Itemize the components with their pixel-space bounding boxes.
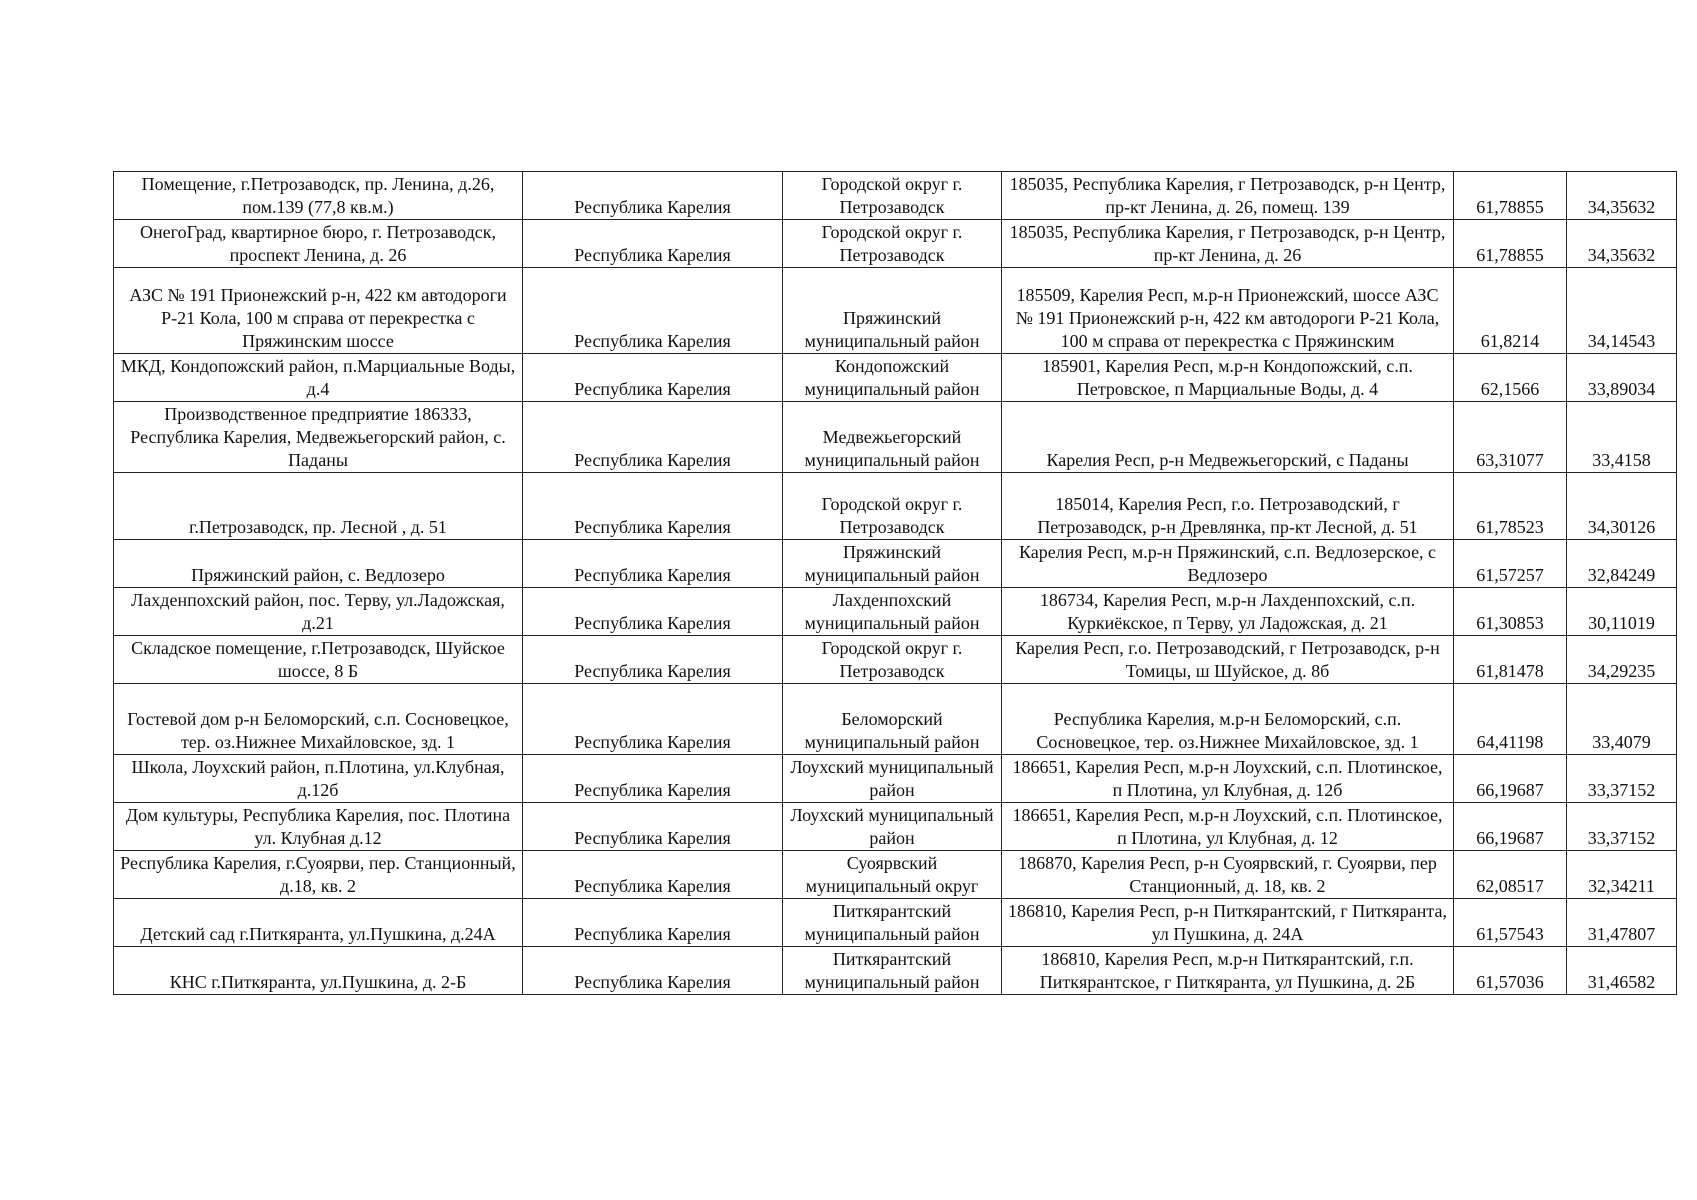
- longitude-cell: [1567, 354, 1677, 402]
- table-row: [114, 172, 1677, 220]
- address-cell-text: 185035, Республика Карелия, г Петрозаводск, р-н Центр, пр-кт Ленина, д. 26, помещ. 139: [1009, 174, 1446, 217]
- longitude-cell: [1567, 899, 1677, 947]
- region-cell-text: Республика Карелия: [574, 613, 731, 633]
- address-cell-text: 185901, Карелия Респ, м.р-н Кондопожский, с.п. Петровское, п Марциальные Воды, д. 4: [1042, 356, 1413, 399]
- longitude-cell-text: 32,34211: [1588, 876, 1655, 896]
- region-cell: [523, 172, 783, 220]
- object-name-cell: [114, 803, 523, 851]
- latitude-cell: [1454, 803, 1567, 851]
- region-cell: [523, 755, 783, 803]
- table-row: [114, 540, 1677, 588]
- address-cell: [1002, 851, 1454, 899]
- object-name-cell-text: МКД, Кондопожский район, п.Марциальные Воды, д.4: [120, 356, 516, 399]
- region-cell-text: Республика Карелия: [574, 972, 731, 992]
- latitude-cell-text: 61,30853: [1476, 613, 1544, 633]
- object-name-cell: [114, 899, 523, 947]
- object-name-cell-text: Складское помещение, г.Петрозаводск, Шуйское шоссе, 8 Б: [131, 638, 505, 681]
- longitude-cell: [1567, 220, 1677, 268]
- address-cell: [1002, 636, 1454, 684]
- municipality-cell: [783, 947, 1002, 995]
- object-name-cell: [114, 684, 523, 755]
- object-name-cell-text: г.Петрозаводск, пр. Лесной , д. 51: [189, 517, 447, 537]
- region-cell: [523, 220, 783, 268]
- latitude-cell: [1454, 268, 1567, 354]
- latitude-cell: [1454, 354, 1567, 402]
- region-cell-text: Республика Карелия: [574, 732, 731, 752]
- municipality-cell: [783, 899, 1002, 947]
- latitude-cell-text: 66,19687: [1476, 780, 1544, 800]
- longitude-cell-text: 33,37152: [1587, 828, 1656, 848]
- longitude-cell: [1567, 268, 1677, 354]
- longitude-cell-text: 34,30126: [1587, 517, 1656, 537]
- municipality-cell-text: Медвежьегорский муниципальный район: [804, 427, 980, 470]
- municipality-cell-text: Суоярвский муниципальный округ: [805, 853, 979, 896]
- object-name-cell-text: КНС г.Питкяранта, ул.Пушкина, д. 2-Б: [169, 972, 467, 992]
- address-cell: [1002, 803, 1454, 851]
- table-row: [114, 755, 1677, 803]
- longitude-cell: [1567, 947, 1677, 995]
- region-cell-text: Республика Карелия: [574, 876, 731, 896]
- address-cell-text: 185014, Карелия Респ, г.о. Петрозаводский, г Петрозаводск, р-н Древлянка, пр-кт Лесной, д. 51: [1037, 494, 1418, 537]
- region-cell: [523, 684, 783, 755]
- table-row: [114, 636, 1677, 684]
- region-cell-text: Республика Карелия: [574, 517, 731, 537]
- object-name-cell-text: ОнегоГрад, квартирное бюро, г. Петрозаводск, проспект Ленина, д. 26: [140, 222, 496, 265]
- latitude-cell-text: 61,8214: [1480, 331, 1540, 351]
- municipality-cell: [783, 354, 1002, 402]
- address-cell-text: 186870, Карелия Респ, р-н Суоярвский, г. Суоярви, пер Станционный, д. 18, кв. 2: [1018, 853, 1437, 896]
- latitude-cell: [1454, 947, 1567, 995]
- region-cell: [523, 803, 783, 851]
- object-name-cell-text: Помещение, г.Петрозаводск, пр. Ленина, д.26, пом.139 (77,8 кв.м.): [141, 174, 495, 217]
- region-cell: [523, 636, 783, 684]
- latitude-cell-text: 66,19687: [1476, 828, 1544, 848]
- address-cell-text: Карелия Респ, р-н Медвежьегорский, с Паданы: [1046, 450, 1409, 470]
- longitude-cell-text: 34,29235: [1587, 661, 1656, 681]
- address-cell: [1002, 354, 1454, 402]
- address-cell: [1002, 172, 1454, 220]
- object-name-cell-text: Гостевой дом р-н Беломорский, с.п. Сосновецкое, тер. оз.Нижнее Михайловское, зд. 1: [127, 709, 509, 752]
- municipality-cell: [783, 172, 1002, 220]
- municipality-cell: [783, 803, 1002, 851]
- latitude-cell: [1454, 220, 1567, 268]
- municipality-cell-text: Пряжинский муниципальный район: [804, 542, 980, 585]
- municipality-cell-text: Лахденпохский муниципальный район: [804, 590, 980, 633]
- address-cell: [1002, 540, 1454, 588]
- region-cell: [523, 402, 783, 473]
- latitude-cell: [1454, 402, 1567, 473]
- longitude-cell-text: 31,46582: [1587, 972, 1656, 992]
- object-name-cell: [114, 402, 523, 473]
- address-cell: [1002, 473, 1454, 540]
- longitude-cell: [1567, 473, 1677, 540]
- longitude-cell: [1567, 851, 1677, 899]
- municipality-cell-text: Лоухский муниципальный район: [790, 757, 994, 800]
- region-cell: [523, 947, 783, 995]
- object-name-cell-text: Дом культуры, Республика Карелия, пос. Плотина ул. Клубная д.12: [125, 805, 511, 848]
- municipality-cell-text: Городской округ г. Петрозаводск: [821, 222, 963, 265]
- latitude-cell-text: 61,81478: [1476, 661, 1544, 681]
- latitude-cell: [1454, 899, 1567, 947]
- object-name-cell: [114, 172, 523, 220]
- latitude-cell-text: 62,08517: [1476, 876, 1544, 896]
- region-cell-text: Республика Карелия: [574, 197, 731, 217]
- address-cell-text: 186810, Карелия Респ, р-н Питкярантский, г Питкяранта, ул Пушкина, д. 24А: [1008, 901, 1447, 944]
- region-cell-text: Республика Карелия: [574, 245, 731, 265]
- latitude-cell-text: 61,78523: [1476, 517, 1544, 537]
- region-cell: [523, 268, 783, 354]
- address-cell-text: 186651, Карелия Респ, м.р-н Лоухский, с.п. Плотинское, п Плотина, ул Клубная, д. 12: [1012, 805, 1443, 848]
- municipality-cell: [783, 684, 1002, 755]
- region-cell-text: Республика Карелия: [574, 450, 731, 470]
- object-name-cell: [114, 755, 523, 803]
- municipality-cell-text: Беломорский муниципальный район: [804, 709, 980, 752]
- region-cell-text: Республика Карелия: [574, 379, 731, 399]
- address-cell-text: 185509, Карелия Респ, м.р-н Прионежский, шоссе АЗС № 191 Прионежский р-н, 422 км автодороги Р-21 Кола, 100 м справа от перекрестка с Пряжинским: [1015, 285, 1440, 351]
- municipality-cell: [783, 268, 1002, 354]
- latitude-cell: [1454, 540, 1567, 588]
- municipality-cell: [783, 540, 1002, 588]
- region-cell: [523, 354, 783, 402]
- region-cell-text: Республика Карелия: [574, 565, 731, 585]
- latitude-cell: [1454, 755, 1567, 803]
- object-name-cell: [114, 851, 523, 899]
- longitude-cell-text: 34,14543: [1587, 331, 1656, 351]
- municipality-cell: [783, 473, 1002, 540]
- latitude-cell-text: 61,78855: [1476, 245, 1544, 265]
- table-row: [114, 354, 1677, 402]
- table-row: [114, 899, 1677, 947]
- object-name-cell: [114, 354, 523, 402]
- longitude-cell: [1567, 684, 1677, 755]
- address-cell-text: 186651, Карелия Респ, м.р-н Лоухский, с.п. Плотинское, п Плотина, ул Клубная, д. 12б: [1012, 757, 1443, 800]
- longitude-cell-text: 33,4158: [1592, 450, 1651, 470]
- latitude-cell-text: 61,57257: [1476, 565, 1544, 585]
- longitude-cell: [1567, 636, 1677, 684]
- table-body: [114, 172, 1677, 995]
- object-name-cell: [114, 473, 523, 540]
- municipality-cell-text: Кондопожский муниципальный район: [804, 356, 980, 399]
- table-row: [114, 588, 1677, 636]
- latitude-cell: [1454, 172, 1567, 220]
- address-cell-text: Карелия Респ, м.р-н Пряжинский, с.п. Ведлозерское, с Ведлозеро: [1018, 542, 1437, 585]
- municipality-cell: [783, 220, 1002, 268]
- address-cell-text: 186810, Карелия Респ, м.р-н Питкярантский, г.п. Питкярантское, г Питкяранта, ул Пушкина, д. 2Б: [1039, 949, 1416, 992]
- municipality-cell: [783, 402, 1002, 473]
- longitude-cell-text: 34,35632: [1587, 197, 1656, 217]
- address-cell-text: 186734, Карелия Респ, м.р-н Лахденпохский, с.п. Куркиёкское, п Терву, ул Ладожская, д. 21: [1039, 590, 1416, 633]
- region-cell-text: Республика Карелия: [574, 828, 731, 848]
- municipality-cell: [783, 851, 1002, 899]
- municipality-cell-text: Питкярантский муниципальный район: [804, 901, 980, 944]
- object-name-cell-text: Детский сад г.Питкяранта, ул.Пушкина, д.24А: [140, 924, 496, 944]
- table-row: [114, 473, 1677, 540]
- latitude-cell-text: 64,41198: [1476, 732, 1544, 752]
- municipality-cell: [783, 755, 1002, 803]
- address-cell-text: 185035, Республика Карелия, г Петрозаводск, р-н Центр, пр-кт Ленина, д. 26: [1009, 222, 1446, 265]
- table-row: [114, 402, 1677, 473]
- address-cell: [1002, 402, 1454, 473]
- region-cell-text: Республика Карелия: [574, 924, 731, 944]
- table-row: [114, 803, 1677, 851]
- municipality-cell-text: Питкярантский муниципальный район: [804, 949, 980, 992]
- address-cell: [1002, 947, 1454, 995]
- latitude-cell: [1454, 684, 1567, 755]
- address-cell: [1002, 684, 1454, 755]
- longitude-cell-text: 33,89034: [1587, 379, 1656, 399]
- address-cell: [1002, 268, 1454, 354]
- longitude-cell: [1567, 172, 1677, 220]
- table-row: [114, 268, 1677, 354]
- longitude-cell-text: 32,84249: [1587, 565, 1656, 585]
- table-row: [114, 684, 1677, 755]
- longitude-cell-text: 31,47807: [1587, 924, 1656, 944]
- region-cell-text: Республика Карелия: [574, 661, 731, 681]
- object-name-cell: [114, 636, 523, 684]
- region-cell: [523, 473, 783, 540]
- object-name-cell-text: АЗС № 191 Прионежский р-н, 422 км автодороги Р-21 Кола, 100 м справа от перекрестка с Пряжинским шоссе: [129, 285, 507, 351]
- latitude-cell-text: 61,57543: [1476, 924, 1544, 944]
- latitude-cell-text: 63,31077: [1476, 450, 1544, 470]
- address-cell-text: Карелия Респ, г.о. Петрозаводский, г Петрозаводск, р-н Томицы, ш Шуйское, д. 8б: [1015, 638, 1440, 681]
- table-row: [114, 220, 1677, 268]
- object-name-cell-text: Лахденпохский район, пос. Терву, ул.Ладожская, д.21: [131, 590, 505, 633]
- latitude-cell-text: 62,1566: [1480, 379, 1540, 399]
- latitude-cell-text: 61,57036: [1476, 972, 1544, 992]
- longitude-cell: [1567, 402, 1677, 473]
- address-cell: [1002, 588, 1454, 636]
- table-row: [114, 851, 1677, 899]
- region-cell: [523, 588, 783, 636]
- object-list-table: [113, 171, 1677, 995]
- municipality-cell-text: Лоухский муниципальный район: [790, 805, 994, 848]
- latitude-cell: [1454, 588, 1567, 636]
- object-name-cell: [114, 540, 523, 588]
- longitude-cell-text: 34,35632: [1587, 245, 1656, 265]
- latitude-cell: [1454, 636, 1567, 684]
- object-name-cell: [114, 220, 523, 268]
- region-cell-text: Республика Карелия: [574, 331, 731, 351]
- region-cell: [523, 540, 783, 588]
- object-name-cell-text: Республика Карелия, г.Суоярви, пер. Станционный, д.18, кв. 2: [120, 853, 516, 896]
- object-name-cell-text: Школа, Лоухский район, п.Плотина, ул.Клубная, д.12б: [131, 757, 505, 800]
- municipality-cell: [783, 588, 1002, 636]
- region-cell: [523, 899, 783, 947]
- region-cell: [523, 851, 783, 899]
- municipality-cell-text: Городской округ г. Петрозаводск: [821, 638, 963, 681]
- longitude-cell: [1567, 588, 1677, 636]
- longitude-cell-text: 33,37152: [1587, 780, 1656, 800]
- table-row: [114, 947, 1677, 995]
- longitude-cell: [1567, 803, 1677, 851]
- latitude-cell: [1454, 473, 1567, 540]
- longitude-cell: [1567, 540, 1677, 588]
- object-name-cell-text: Пряжинский район, с. Ведлозеро: [191, 565, 445, 585]
- object-name-cell-text: Производственное предприятие 186333, Республика Карелия, Медвежьегорский район, с. Паданы: [130, 404, 506, 470]
- longitude-cell-text: 33,4079: [1592, 732, 1651, 752]
- municipality-cell-text: Пряжинский муниципальный район: [804, 308, 980, 351]
- municipality-cell: [783, 636, 1002, 684]
- longitude-cell: [1567, 755, 1677, 803]
- address-cell: [1002, 755, 1454, 803]
- latitude-cell: [1454, 851, 1567, 899]
- latitude-cell-text: 61,78855: [1476, 197, 1544, 217]
- longitude-cell-text: 30,11019: [1588, 613, 1655, 633]
- object-name-cell: [114, 947, 523, 995]
- municipality-cell-text: Городской округ г. Петрозаводск: [821, 494, 963, 537]
- address-cell: [1002, 899, 1454, 947]
- address-cell-text: Республика Карелия, м.р-н Беломорский, с.п. Сосновецкое, тер. оз.Нижнее Михайловское, зд. 1: [1036, 709, 1419, 752]
- municipality-cell-text: Городской округ г. Петрозаводск: [821, 174, 963, 217]
- object-name-cell: [114, 588, 523, 636]
- address-cell: [1002, 220, 1454, 268]
- object-name-cell: [114, 268, 523, 354]
- region-cell-text: Республика Карелия: [574, 780, 731, 800]
